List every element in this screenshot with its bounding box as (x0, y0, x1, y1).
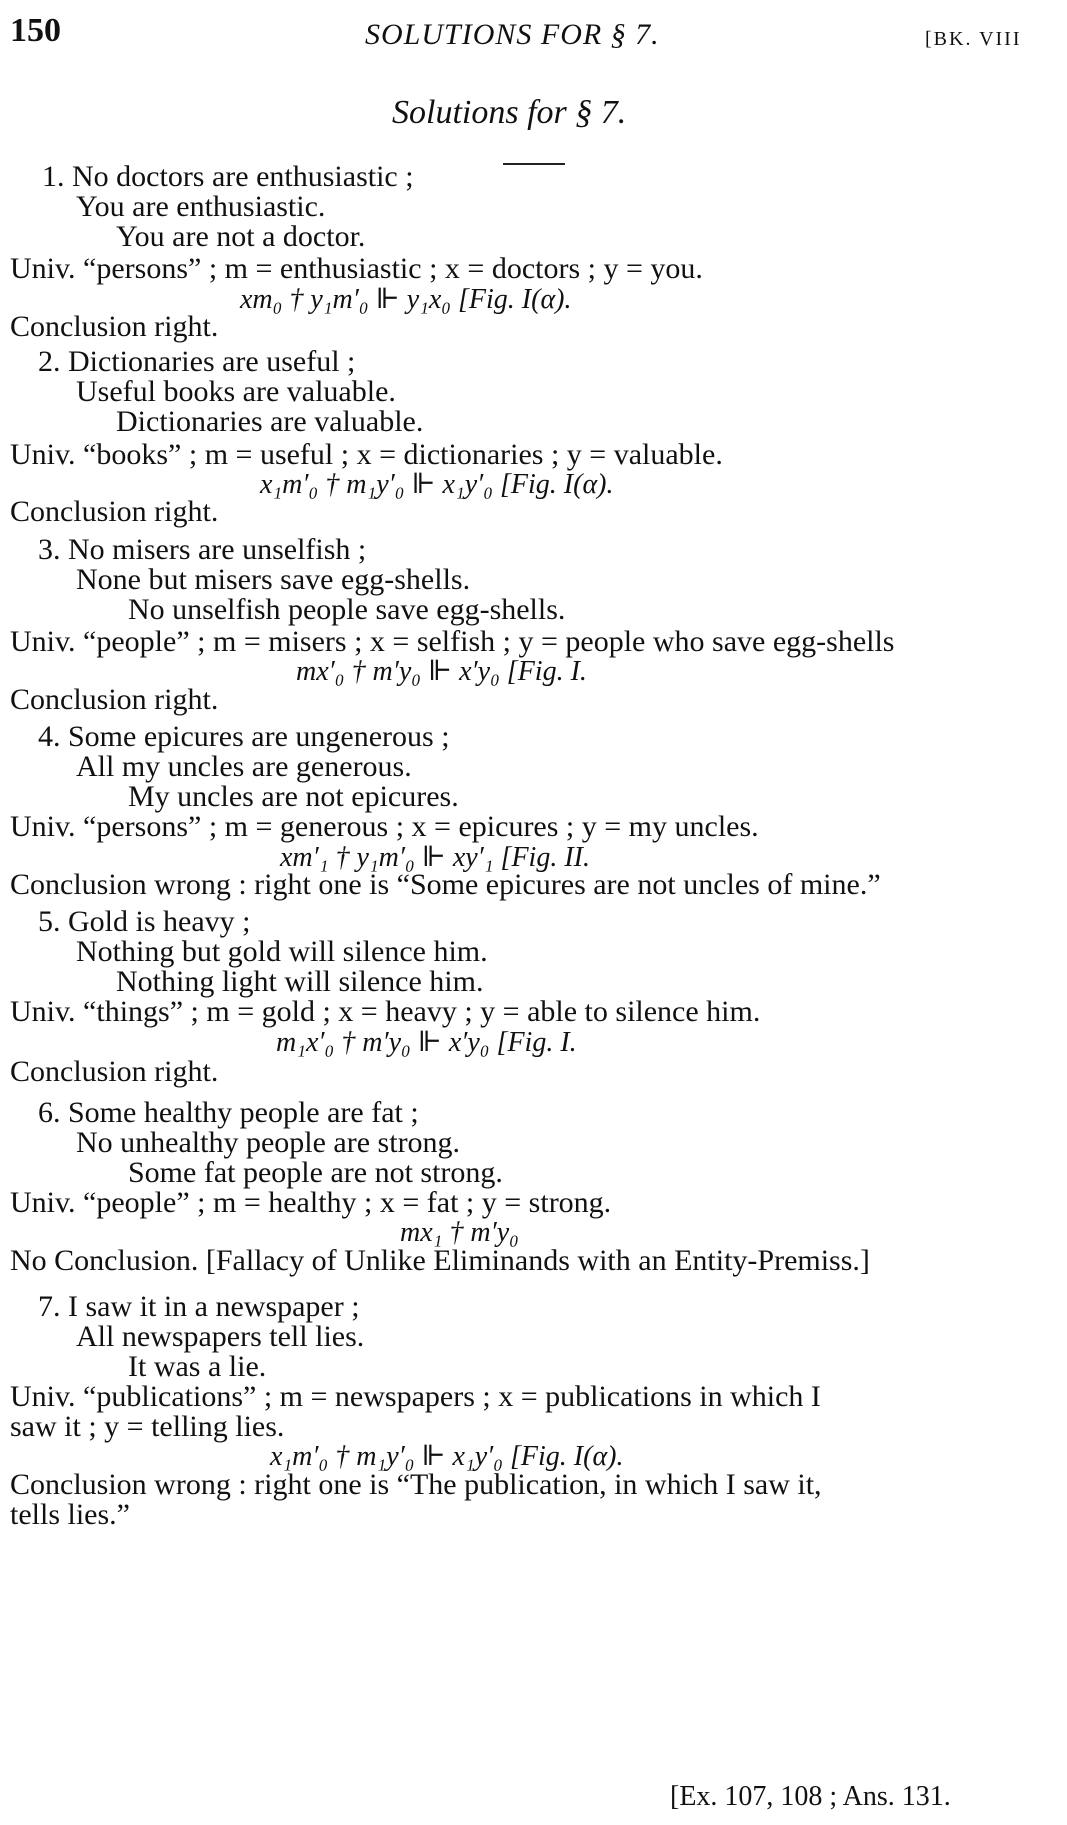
premiss-line: 4. Some epicures are ungenerous ; (38, 720, 450, 753)
univ-line: Univ. “persons” ; m = enthusiastic ; x = doctors ; y = you. (10, 252, 703, 285)
page-number: 150 (10, 12, 61, 49)
conclusion-line: My uncles are not epicures. (128, 780, 459, 813)
univ-line: Univ. “people” ; m = healthy ; x = fat ; y = strong. (10, 1186, 612, 1219)
univ-line: Univ. “persons” ; m = generous ; x = epicures ; y = my uncles. (10, 810, 759, 843)
title-rule (503, 163, 565, 165)
premiss-line: 5. Gold is heavy ; (38, 905, 251, 938)
premiss-line: None but misers save egg-shells. (76, 563, 471, 596)
formula-line: mx₁ † m′y₀ (400, 1217, 519, 1248)
exercise-reference: [Ex. 107, 108 ; Ans. 131. (670, 1781, 951, 1812)
conclusion-line: Nothing light will silence him. (116, 965, 484, 998)
premiss-line: No unhealthy people are strong. (76, 1126, 461, 1159)
verdict-line: Conclusion right. (10, 1055, 219, 1088)
premiss-line: All my uncles are generous. (76, 750, 412, 783)
verdict-line: No Conclusion. [Fallacy of Unlike Eliminands with an Entity-Premiss.] (10, 1244, 870, 1277)
formula-line: x₁m′₀ † m₁y′₀ ⊩ x₁y′₀ [Fig. I(α). (260, 469, 614, 500)
verdict-line: Conclusion right. (10, 310, 219, 343)
conclusion-line: It was a lie. (128, 1350, 267, 1383)
univ-line-continued: saw it ; y = telling lies. (10, 1410, 285, 1443)
premiss-line: 1. No doctors are enthusiastic ; (42, 160, 414, 193)
conclusion-line: No unselfish people save egg-shells. (128, 593, 566, 626)
formula-line: m₁x′₀ † m′y₀ ⊩ x′y₀ [Fig. I. (276, 1027, 577, 1058)
running-title: SOLUTIONS FOR § 7. (365, 18, 660, 51)
premiss-line: You are enthusiastic. (76, 190, 326, 223)
univ-line: Univ. “books” ; m = useful ; x = dictionaries ; y = valuable. (10, 438, 723, 471)
conclusion-line: Some fat people are not strong. (128, 1156, 503, 1189)
univ-line: Univ. “people” ; m = misers ; x = selfish ; y = people who save egg-shells (10, 625, 895, 658)
formula-line: mx′₀ † m′y₀ ⊩ x′y₀ [Fig. I. (296, 656, 587, 687)
conclusion-line: You are not a doctor. (116, 220, 366, 253)
premiss-line: 7. I saw it in a newspaper ; (38, 1290, 360, 1323)
conclusion-line: Dictionaries are valuable. (116, 405, 424, 438)
formula-line: xm₀ † y₁m′₀ ⊩ y₁x₀ [Fig. I(α). (240, 284, 572, 315)
book-reference: [BK. VIII (925, 28, 1022, 50)
premiss-line: 3. No misers are unselfish ; (38, 533, 367, 566)
univ-line: Univ. “publications” ; m = newspapers ; x = publications in which I (10, 1380, 821, 1413)
univ-line: Univ. “things” ; m = gold ; x = heavy ; y = able to silence him. (10, 995, 761, 1028)
premiss-line: Nothing but gold will silence him. (76, 935, 488, 968)
section-title: Solutions for § 7. (392, 94, 627, 131)
formula-line: x₁m′₀ † m₁y′₀ ⊩ x₁y′₀ [Fig. I(α). (270, 1441, 624, 1472)
verdict-line: Conclusion wrong : right one is “Some epicures are not uncles of mine.” (10, 868, 881, 901)
verdict-line: Conclusion right. (10, 495, 219, 528)
premiss-line: Useful books are valuable. (76, 375, 396, 408)
verdict-line: Conclusion right. (10, 683, 219, 716)
verdict-line: Conclusion wrong : right one is “The publication, in which I saw it, (10, 1468, 822, 1501)
premiss-line: 2. Dictionaries are useful ; (38, 345, 356, 378)
premiss-line: All newspapers tell lies. (76, 1320, 365, 1353)
premiss-line: 6. Some healthy people are fat ; (38, 1096, 419, 1129)
formula-line: xm′₁ † y₁m′₀ ⊩ xy′₁ [Fig. II. (280, 842, 590, 873)
verdict-line-continued: tells lies.” (10, 1498, 130, 1531)
